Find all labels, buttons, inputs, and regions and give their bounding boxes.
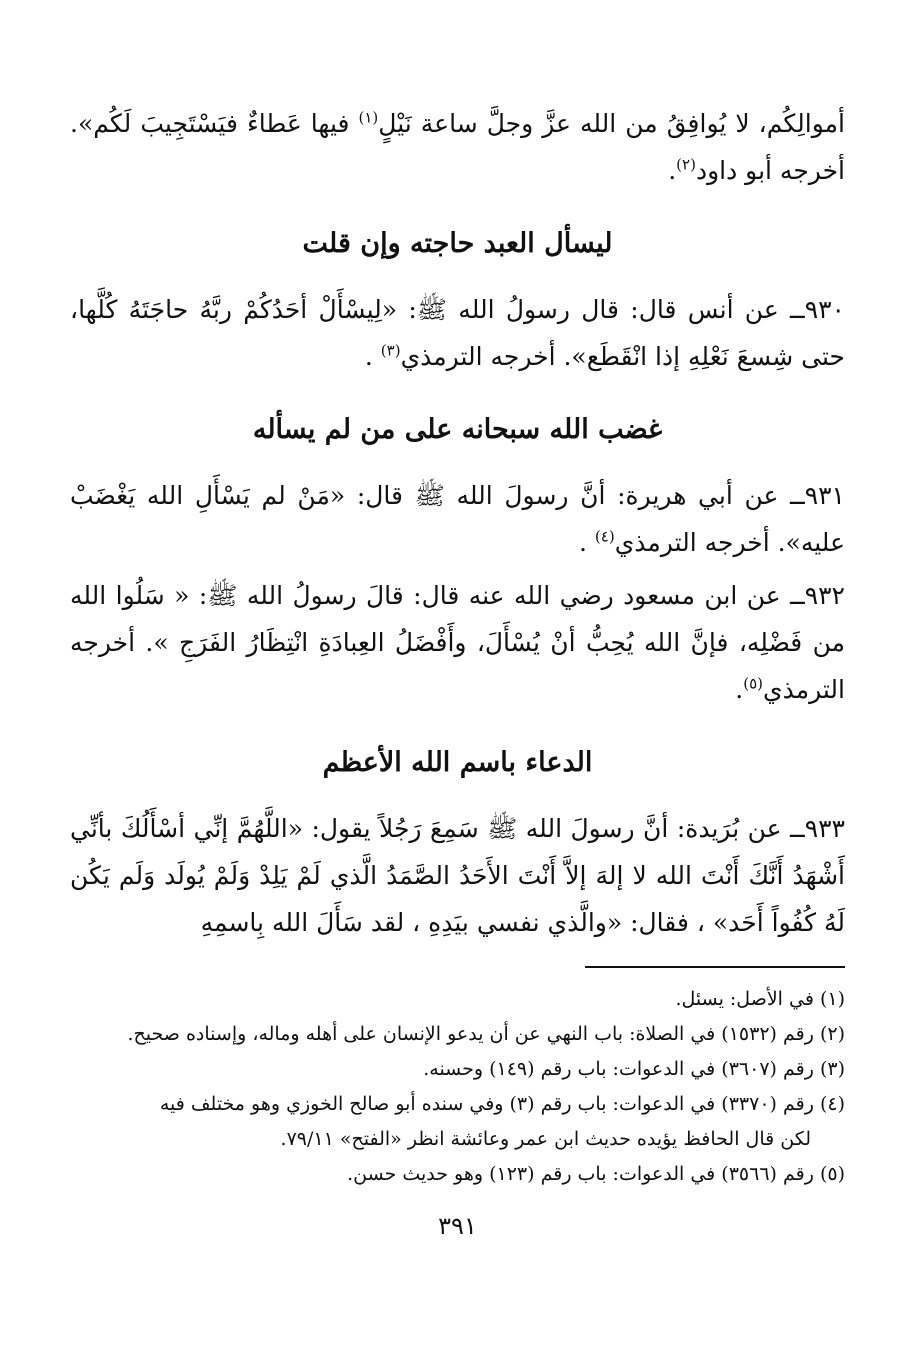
footnote-ref-3: (٣) bbox=[380, 341, 401, 360]
footnote-4: (٤) رقم (٣٣٧٠) في الدعوات: باب رقم (٣) وفي سنده أبو صالح الخوزي وهو مختلف فيه bbox=[159, 1093, 845, 1115]
hadith-end: . bbox=[735, 675, 744, 704]
hadith-text: ٩٣٠ــ عن أنس قال: قال رسولُ الله ﷺ: «لِيسْأَلْ أحَدُكُمْ ربَّهُ حاجَتَهُ كُلَّها، حتى شِسعَ نَعْلِهِ إذا انْقَطَع». أخرجه الترمذي bbox=[70, 295, 845, 371]
hadith-text: ٩٣٣ــ عن بُرَيدة: أنَّ رسولَ الله ﷺ سَمِعَ رَجُلاً يقول: «اللَّهُمَّ إنِّي أسْأَلُكَ بأنِّي أَشْهَدُ أَنَّكَ أَنْتَ الله لا إلهَ إلاَّ أَنْتَ الأَحَدُ الصَّمَدُ الَّذي لَمْ يَلِدْ وَلَمْ يُولَد وَلَم يَكُن لَهُ كُفُواً أَحَد» ، فقال: «والَّذي نفسي بيَدِهِ ، لقد سَأَلَ الله بِاسمِهِ bbox=[70, 814, 845, 937]
section-heading: الدعاء باسم الله الأعظم bbox=[322, 747, 593, 778]
intro-line1-end: فيها عَطاءٌ فيَسْتَجِيبَ لَكُم». bbox=[70, 109, 359, 138]
hadith-931 bbox=[70, 472, 845, 566]
footnotes bbox=[70, 982, 845, 1192]
footnote-2: (٢) رقم (١٥٣٢) في الصلاة: باب النهي عن أن يدعو الإنسان على أهله وماله، وإسناده صحيح. bbox=[127, 1023, 845, 1045]
footnote-4-continued: لكن قال الحافظ يؤيده حديث ابن عمر وعائشة انظر «الفتح» ٧٩/١١. bbox=[280, 1128, 811, 1150]
hadith-930 bbox=[70, 286, 845, 380]
footnote-5: (٥) رقم (٣٥٦٦) في الدعوات: باب رقم (١٢٣) وهو حديث حسن. bbox=[347, 1163, 845, 1185]
footnote-ref-5: (٥) bbox=[743, 674, 764, 693]
hadith-933 bbox=[70, 805, 845, 946]
hadith-text: ٩٣١ــ عن أبي هريرة: أنَّ رسولَ الله ﷺ قال: «مَنْ لم يَسْأَلِ الله يَغْضَبْ عليه». أخرجه الترمذي bbox=[70, 481, 845, 557]
hadith-text: ٩٣٢ــ عن ابن مسعود رضي الله عنه قال: قالَ رسولُ الله ﷺ: « سَلُوا الله من فَضْلِه، فإنَّ الله يُحِبُّ أنْ يُسْأَلَ، وأَفْضَلُ العِبادَةِ انْتِظَارُ الفَرَجِ ». أخرجه الترمذي bbox=[70, 581, 845, 704]
footnote-ref-4: (٤) bbox=[594, 527, 615, 546]
footnote-ref-2: (٢) bbox=[676, 155, 696, 174]
footnote-1: (١) في الأصل: يسئل. bbox=[675, 988, 845, 1010]
intro-paragraph bbox=[70, 100, 845, 194]
intro-line2: أخرجه أبو داود bbox=[695, 156, 845, 185]
page-number: ٣٩١ bbox=[438, 1212, 477, 1240]
section-heading: غضب الله سبحانه على من لم يسأله bbox=[252, 414, 663, 445]
hadith-end: . bbox=[364, 342, 381, 371]
hadith-932 bbox=[70, 572, 845, 713]
footnote-ref-1: (١) bbox=[358, 108, 379, 127]
hadith-end: . bbox=[579, 528, 595, 557]
intro-line2-end: . bbox=[668, 156, 677, 185]
footnote-3: (٣) رقم (٣٦٠٧) في الدعوات: باب رقم (١٤٩) وحسنه. bbox=[423, 1058, 845, 1080]
section-heading: ليسأل العبد حاجته وإن قلت bbox=[302, 228, 613, 259]
intro-line1: أموالِكُم، لا يُوافِقُ من الله عزَّ وجلَّ ساعة نَيْلٍ bbox=[378, 109, 845, 138]
footnote-divider bbox=[585, 966, 845, 968]
